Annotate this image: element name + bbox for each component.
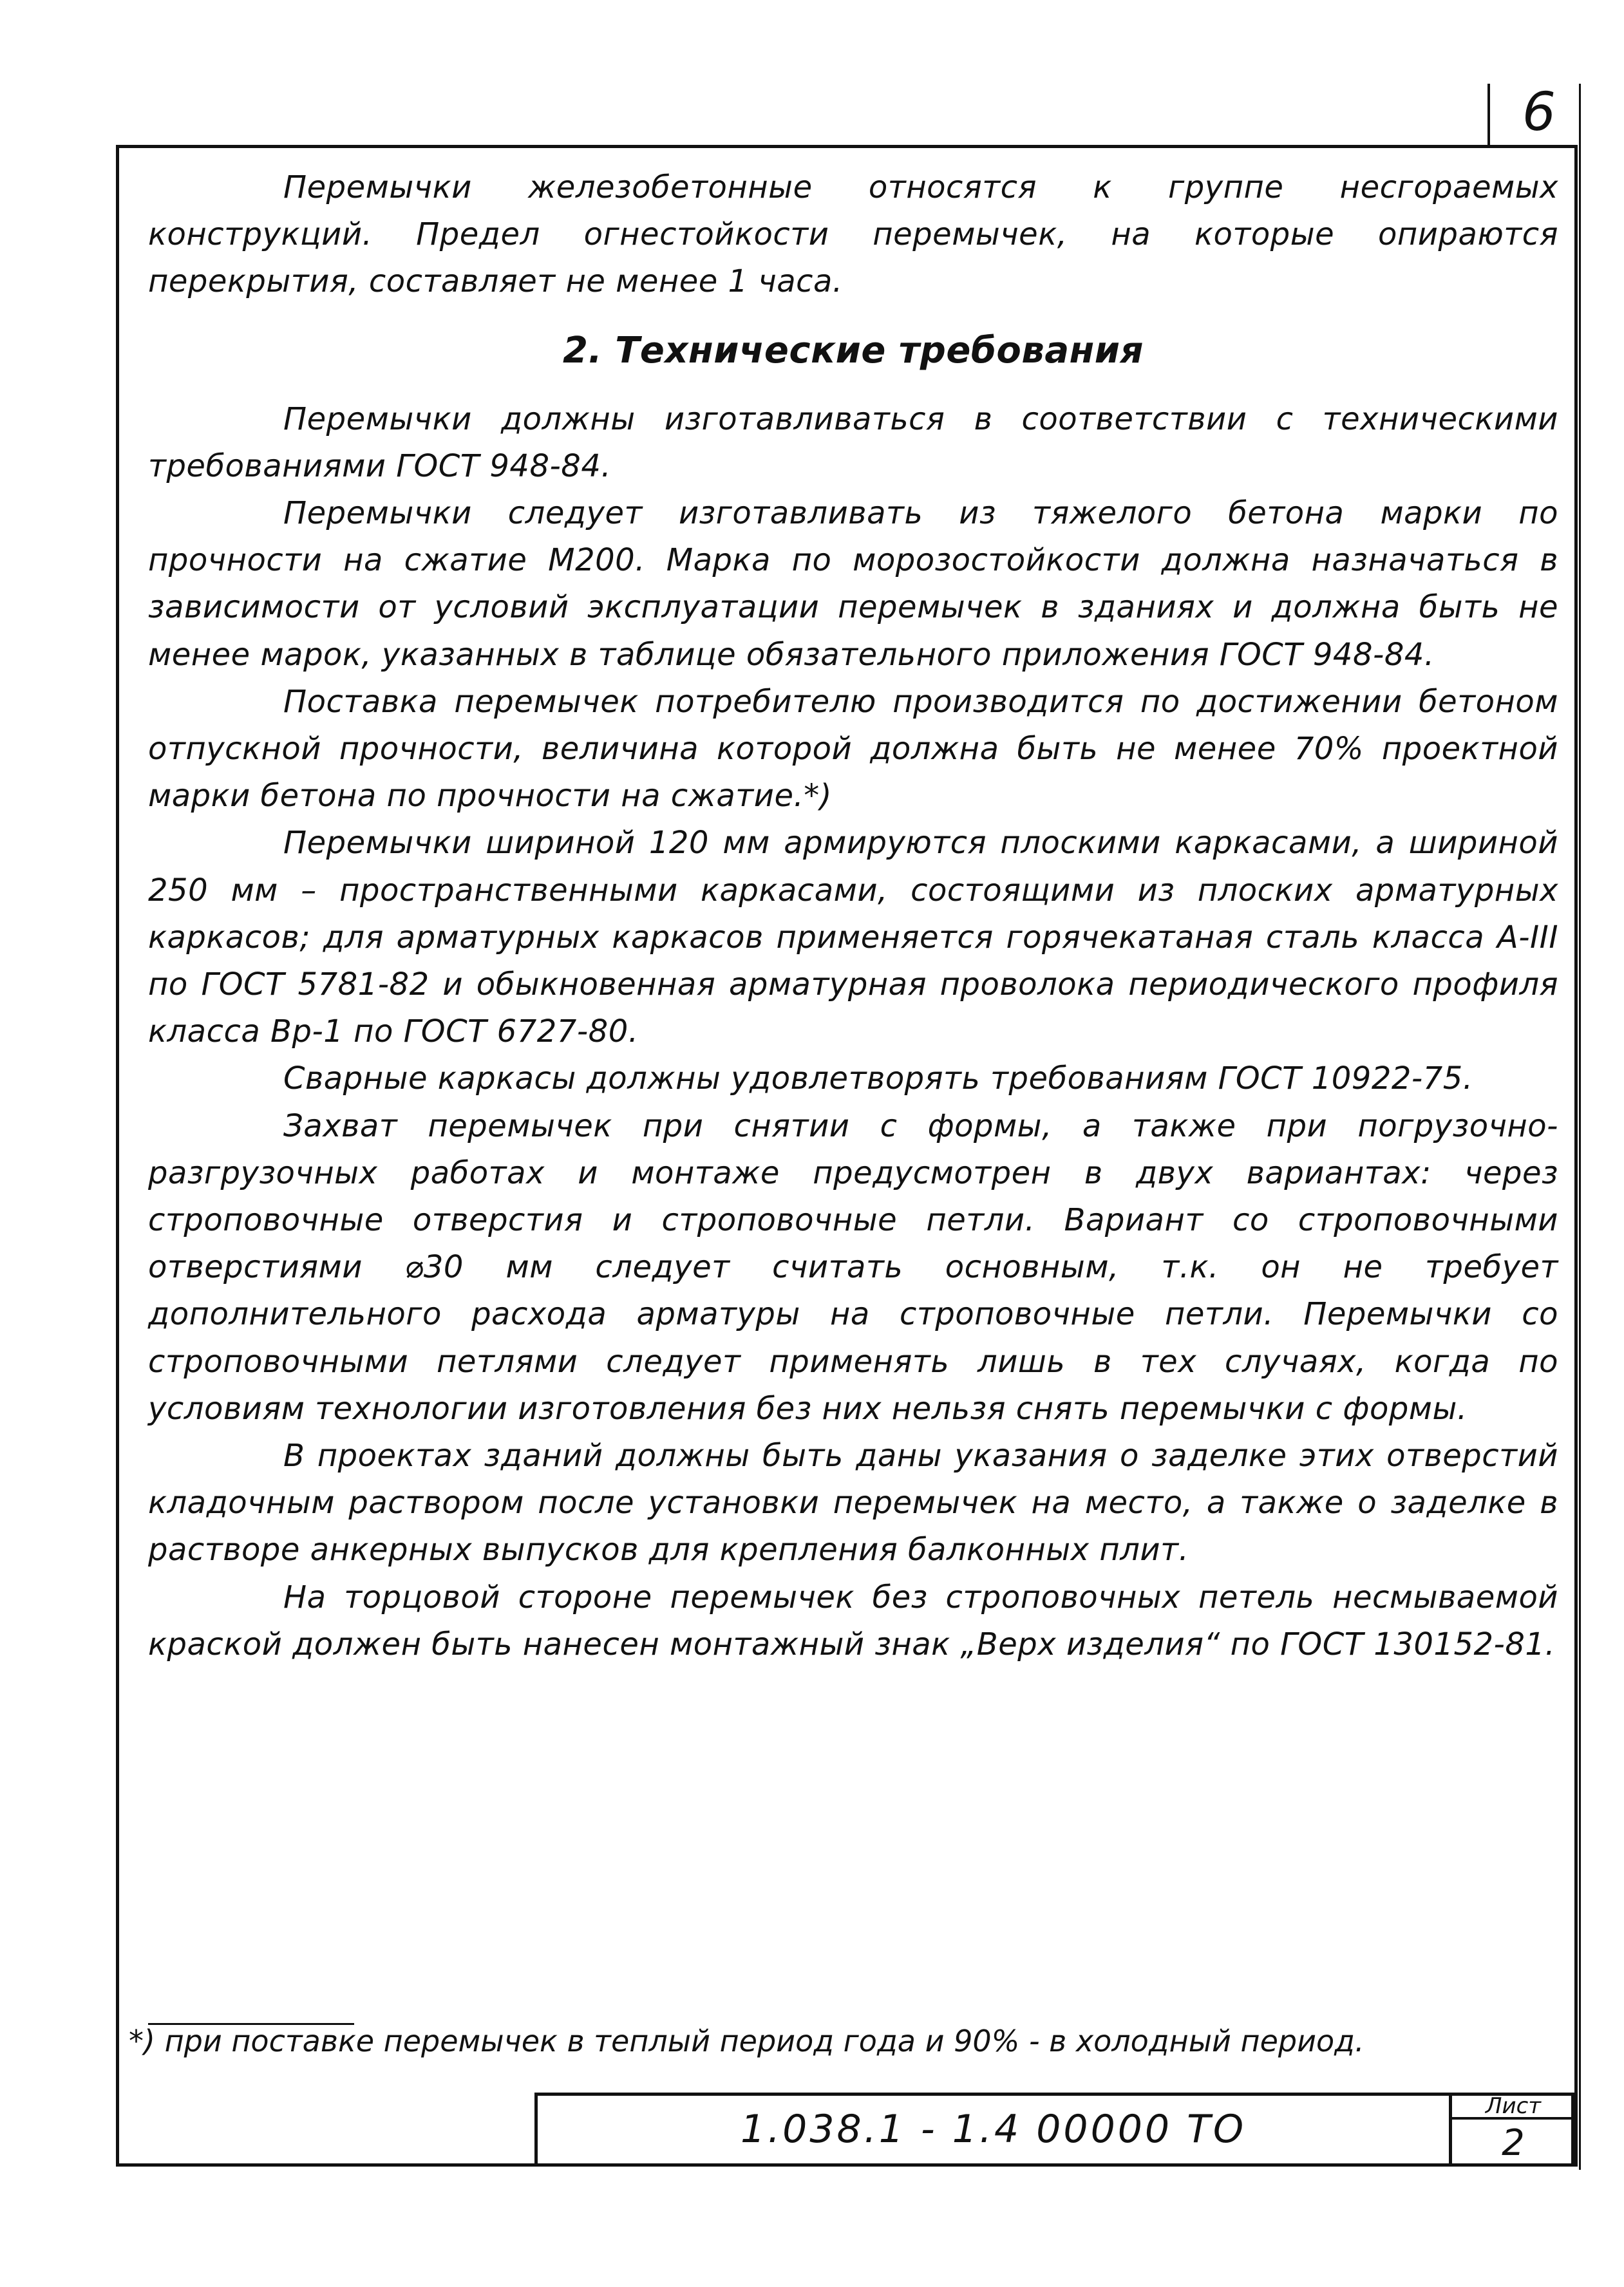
page-number-divider xyxy=(1487,84,1490,148)
paragraph: В проектах зданий должны быть даны указания о заделке этих отверстий кладочным раствором после установки перемычек на место, а также о заделке в растворе анкерных выпусков для крепления балконных плит. xyxy=(148,1438,1558,1568)
section-heading: 2. Технические требования xyxy=(562,329,1144,372)
paragraph-intro: Перемычки железобетонные относятся к группе несгораемых конструкций. Предел огнестойкости перемычек, на которые опираются перекрытия, составляет не менее 1 часа. xyxy=(148,169,1558,300)
right-margin-line xyxy=(1579,84,1581,2170)
paragraph: Поставка перемычек потребителю производится по достижении бетоном отпускной прочности, величина которой должна быть не менее 70% проектной марки бетона по прочности на сжатие.*) xyxy=(148,683,1558,814)
paragraph: Захват перемычек при снятии с формы, а также при погрузочно-разгрузочных работах и монтаже предусмотрен в двух вариантах: через строповочные отверстия и строповочные петли. Вариант со строповочными отверстиями ⌀30 мм следует считать основным, т.к. он не требует дополнительного расхода арматуры на строповочные петли. Перемычки со строповочными петлями следует применять лишь в тех случаях, когда по условиям технологии изготовления без них нельзя снять перемычки с формы. xyxy=(148,1107,1558,1427)
paragraph: Перемычки следует изготавливать из тяжелого бетона марки по прочности на сжатие М200. Марка по морозостойкости должна назначаться в зависимости от условий эксплуатации перемычек в зданиях и должна быть не менее марок, указанных в таблице обязательного приложения ГОСТ 948-84. xyxy=(148,495,1558,673)
document-code: 1.038.1 - 1.4 00000 ТО xyxy=(740,2107,1247,2152)
paragraph: На торцовой стороне перемычек без строповочных петель несмываемой краской должен быть нанесен монтажный знак „Верх изделия“ по ГОСТ 130152-81. xyxy=(148,1579,1558,1662)
paragraph: Перемычки шириной 120 мм армируются плоскими каркасами, а шириной 250 мм – пространственными каркасами, состоящими из плоских арматурных каркасов; для арматурных каркасов применяется горячекатаная сталь класса А-III по ГОСТ 5781-82 и обыкновенная арматурная проволока периодического профиля класса Вр-1 по ГОСТ 6727-80. xyxy=(148,825,1558,1050)
sheet-label: Лист xyxy=(1452,2093,1574,2120)
paragraph: Сварные каркасы должны удовлетворять требованиям ГОСТ 10922-75. xyxy=(283,1060,1473,1097)
sheet-number: 2 xyxy=(1502,2122,1525,2164)
page-number: 6 xyxy=(1522,82,1556,143)
document-body xyxy=(148,164,1558,1668)
footnote: *) при поставке перемычек в теплый период года и 90% - в холодный период. xyxy=(129,2024,1364,2058)
paragraph: Перемычки должны изготавливаться в соответствии с техническими требованиями ГОСТ 948-84. xyxy=(148,400,1558,484)
sheet-cell xyxy=(1449,2093,1574,2167)
